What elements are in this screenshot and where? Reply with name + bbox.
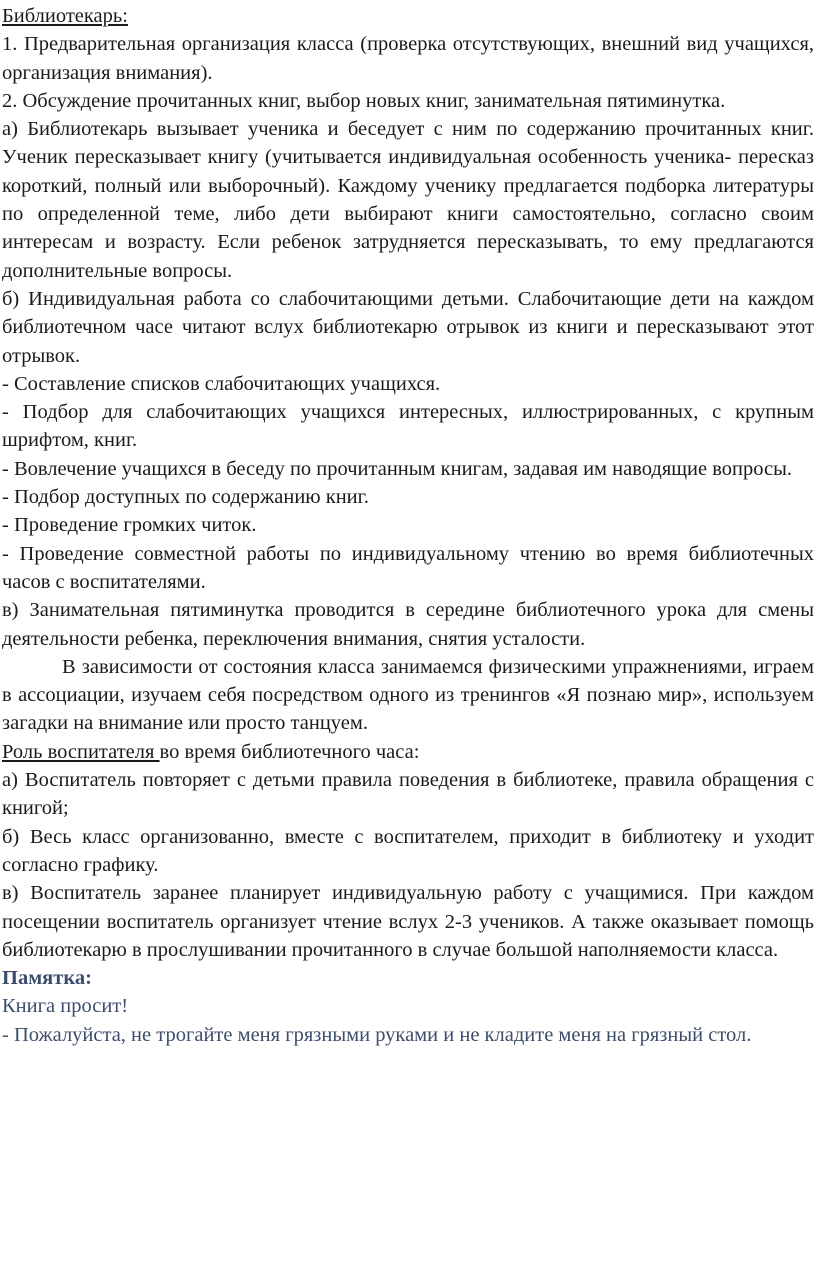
paragraph-item-a: а) Библиотекарь вызывает ученика и беседует с ним по содержанию прочитанных книг. Ученик пересказывает книгу (учитывается индивидуальная особенность ученика- пересказ короткий, полный или выборочный). Каждому ученику предлагается подборка литературы по определенной теме, либо дети выбирают книги самостоятельно, согласно своим интересам и возрасту. Если ребенок затрудняется пересказывать, то ему предлагаются дополнительные вопросы. — [2, 118, 814, 282]
role-item-v: в) Воспитатель заранее планирует индивидуальную работу с учащимися. При каждом посещении воспитатель организует чтение вслух 2-3 учеников. А также оказывает помощь библиотекарю в прослушивании прочитанного в случае большой наполняемости класса. — [2, 882, 814, 961]
dash-item-1: - Составление списков слабочитающих учащихся. — [2, 372, 441, 395]
role-heading: Роль воспитателя — [2, 740, 160, 763]
role-item-a: а) Воспитатель повторяет с детьми правила поведения в библиотеке, правила обращения с книгой; — [2, 769, 814, 820]
paragraph-item-1: 1. Предварительная организация класса (проверка отсутствующих, внешний вид учащихся, организация внимания). — [2, 33, 814, 84]
dash-item-4: - Подбор доступных по содержанию книг. — [2, 486, 369, 509]
paragraph-item-b: б) Индивидуальная работа со слабочитающими детьми. Слабочитающие дети на каждом библиотечном часе читают вслух библиотекарю отрывок из книги и пересказывают этот отрывок. — [2, 287, 814, 367]
memo-title: Памятка: — [2, 967, 92, 990]
dash-item-6: - Проведение совместной работы по индивидуальному чтению во время библиотечных часов с воспитателями. — [2, 542, 814, 593]
librarian-heading — [2, 2, 814, 30]
role-item-b: б) Весь класс организованно, вместе с воспитателем, приходит в библиотеку и уходит согласно графику. — [2, 825, 814, 876]
paragraph-item-v: в) Занимательная пятиминутка проводится в середине библиотечного урока для смены деятельности ребенка, переключения внимания, снятия усталости. — [2, 599, 814, 650]
memo-line-1: Книга просит! — [2, 995, 129, 1018]
paragraph-item-2: 2. Обсуждение прочитанных книг, выбор новых книг, занимательная пятиминутка. — [2, 89, 726, 112]
librarian-heading-text: Библиотекарь: — [2, 5, 128, 27]
dash-item-2: - Подбор для слабочитающих учащихся интересных, иллюстрированных, с крупным шрифтом, книг. — [2, 401, 814, 452]
paragraph-depending: В зависимости от состояния класса занимаемся физическими упражнениями, играем в ассоциации, изучаем себя посредством одного из тренингов «Я познаю мир», используем загадки на внимание или просто танцуем. — [2, 655, 814, 735]
memo-line-2: - Пожалуйста, не трогайте меня грязными руками и не кладите меня на грязный стол. — [2, 1023, 752, 1046]
role-heading-line — [2, 738, 814, 766]
dash-item-5: - Проведение громких читок. — [2, 514, 257, 537]
role-heading-rest: во время библиотечного часа: — [159, 740, 420, 763]
dash-item-3: - Вовлечение учащихся в беседу по прочитанным книгам, задавая им наводящие вопросы. — [2, 457, 793, 480]
